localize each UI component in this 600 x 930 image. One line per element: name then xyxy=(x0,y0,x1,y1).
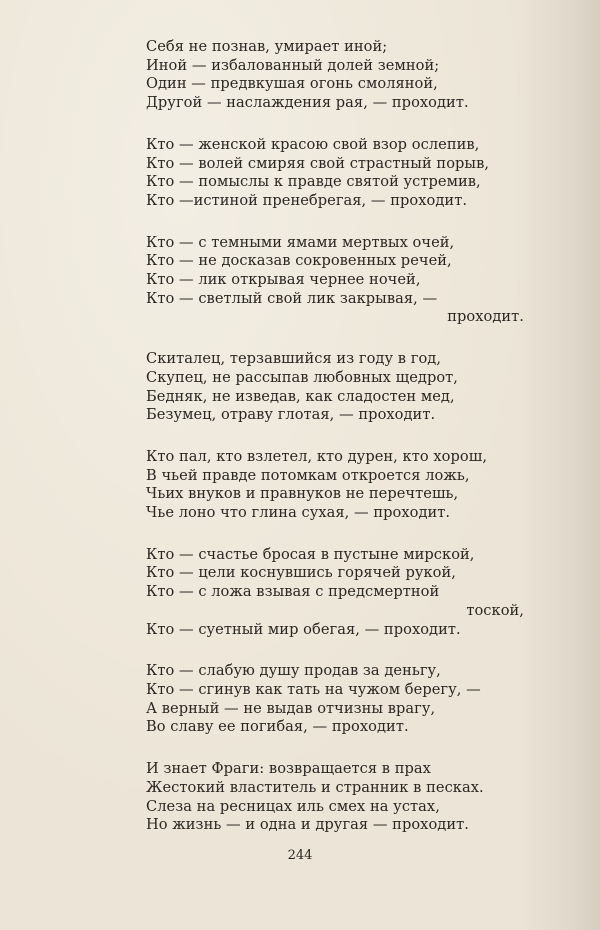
poem-line: Слеза на ресницах иль смех на устах, xyxy=(146,797,440,815)
poem-line: Кто пал, кто взлетел, кто дурен, кто хорош, xyxy=(146,447,488,465)
poem-line: Во славу ее погибая, — проходит. xyxy=(146,718,409,736)
poem-body xyxy=(146,38,536,858)
poem-line: Кто —истиной пренебрегая, — проходит. xyxy=(146,191,468,209)
poem-line: Скупец, не рассыпав любовных щедрот, xyxy=(146,368,458,386)
poem-line: Кто — помыслы к правде святой устремив, xyxy=(146,173,481,191)
poem-line: Кто — счастье бросая в пустыне мирской, xyxy=(146,545,475,563)
poem-line: Скиталец, терзавшийся из году в год, xyxy=(146,350,442,368)
poem-stanza xyxy=(146,136,536,211)
poem-line: Кто — сгинув как тать на чужом берегу, — xyxy=(146,680,481,698)
poem-stanza xyxy=(146,448,536,523)
poem-line: Чьих внуков и правнуков не перечтешь, xyxy=(146,485,459,503)
poem-stanza xyxy=(146,350,536,425)
poem-line: Жестокий властитель и странник в песках. xyxy=(146,778,484,796)
poem-line: Кто — с темными ямами мертвых очей, xyxy=(146,233,455,251)
poem-line: В чьей правде потомкам откроется ложь, xyxy=(146,466,470,484)
poem-line: Кто — женской красою свой взор ослепив, xyxy=(146,135,480,153)
poem-line: Себя не познав, умирает иной; xyxy=(146,38,388,55)
poem-stanza xyxy=(146,662,536,737)
poem-line: Кто — светлый свой лик закрывая, — xyxy=(146,289,438,307)
poem-line: А верный — не выдав отчизны врагу, xyxy=(146,699,436,717)
poem-line: Кто — лик открывая чернее ночей, xyxy=(146,271,421,289)
poem-line: И знает Фраги: возвращается в прах xyxy=(146,760,431,778)
poem-stanza xyxy=(146,760,536,835)
poem-line: Кто — слабую душу продав за деньгу, xyxy=(146,662,441,680)
poem-line: Но жизнь — и одна и другая — проходит. xyxy=(146,816,469,834)
poem-line: Один — предвкушая огонь смоляной, xyxy=(146,75,438,93)
page-number: 244 xyxy=(287,848,313,863)
poem-line: Другой — наслаждения рая, — проходит. xyxy=(146,94,469,112)
poem-stanza xyxy=(146,234,536,328)
poem-line: Иной — избалованный долей земной; xyxy=(146,56,440,74)
poem-line: Кто — цели коснувшись горячей рукой, xyxy=(146,564,456,582)
poem-stanza xyxy=(146,38,536,113)
poem-line: Безумец, отраву глотая, — проходит. xyxy=(146,406,436,424)
poem-line: тоской, xyxy=(466,601,524,619)
poem-line: Кто — не досказав сокровенных речей, xyxy=(146,252,452,270)
poem-line: Кто — суетный мир обегая, — проходит. xyxy=(146,620,461,638)
poem-stanza xyxy=(146,546,536,640)
poem-line: проходит. xyxy=(447,308,524,326)
poem-line: Чье лоно что глина сухая, — проходит. xyxy=(146,504,451,522)
poem-line: Кто — с ложа взывая с предсмертной xyxy=(146,583,440,601)
poem-line: Бедняк, не изведав, как сладостен мед, xyxy=(146,387,455,405)
poem-line: Кто — волей смиряя свой страстный порыв, xyxy=(146,154,490,172)
